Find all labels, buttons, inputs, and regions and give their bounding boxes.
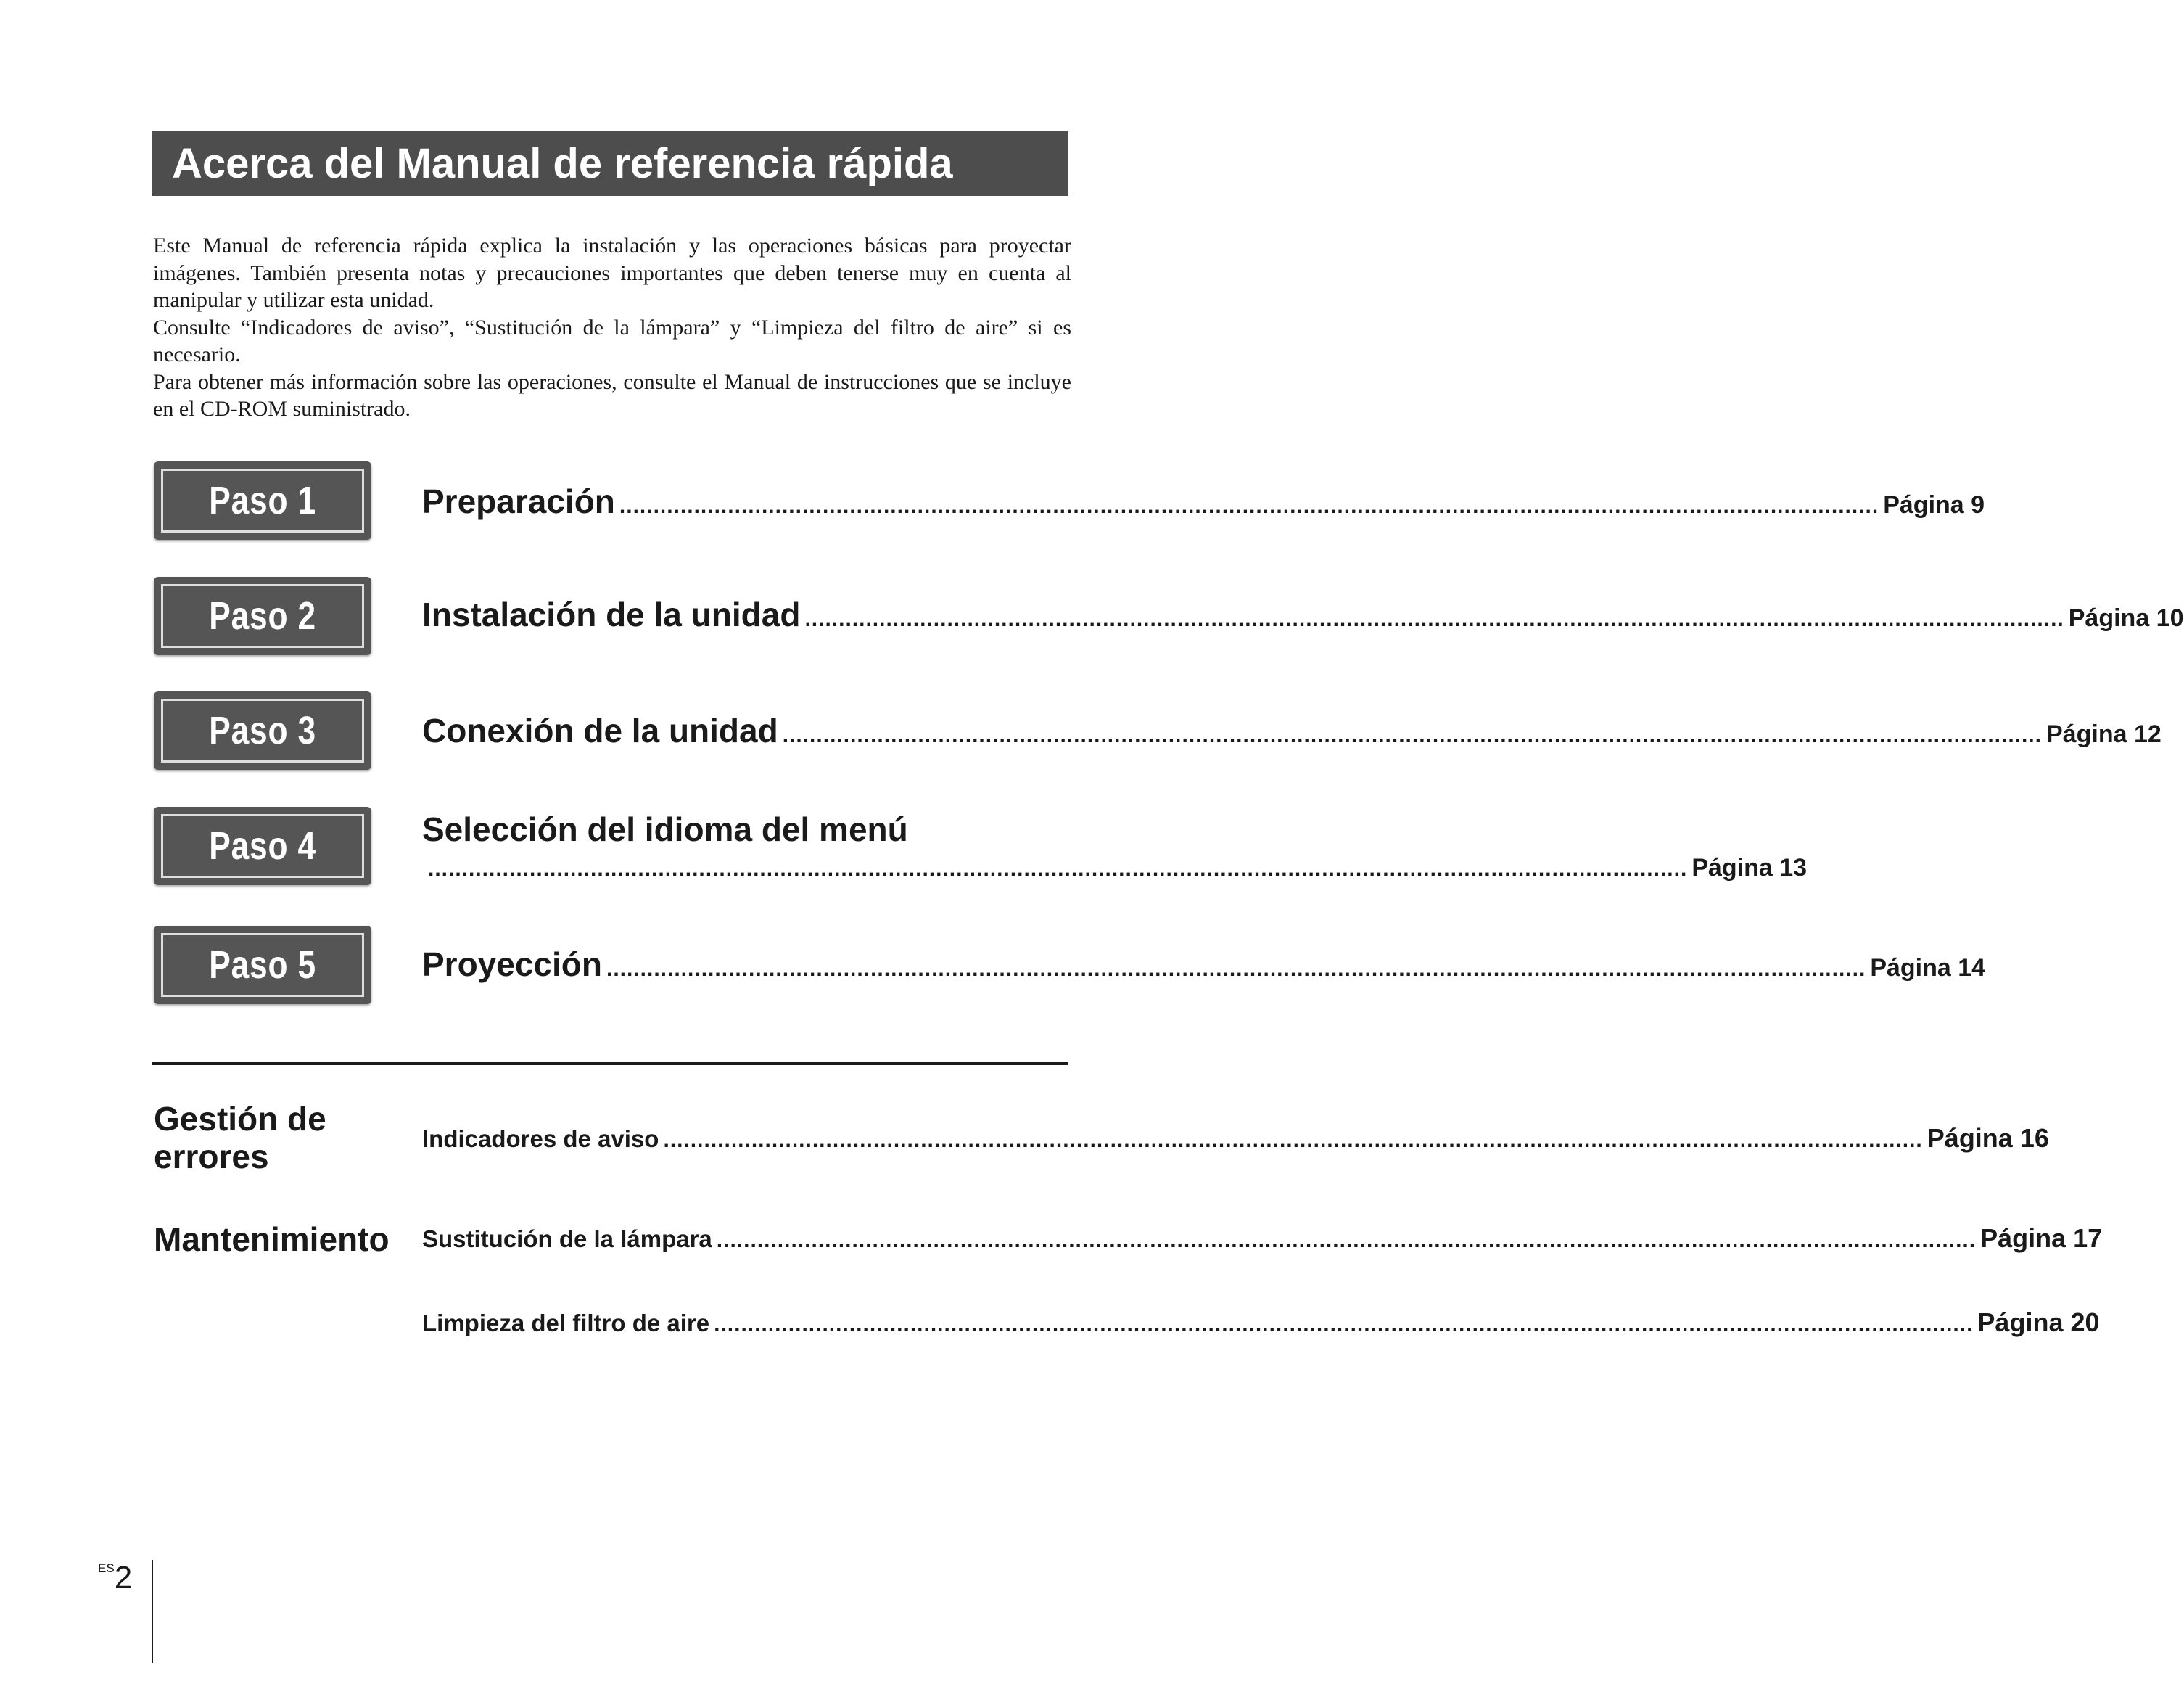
footer-vertical-rule	[152, 1560, 153, 1663]
toc-entry-step-1[interactable]	[422, 482, 1985, 521]
toc-entry-title: Proyección	[422, 945, 602, 983]
step-badge-1	[154, 461, 371, 540]
toc-entry-page: Página 13	[1691, 854, 1808, 882]
step-badge-3	[154, 691, 371, 770]
toc-entry-page: Página 9	[1883, 491, 1985, 519]
troubleshooting-heading: Gestión de errores	[154, 1100, 326, 1175]
toc-entry-air-filter-cleaning[interactable]	[422, 1307, 2100, 1338]
intro-paragraph-3: Para obtener más información sobre las operaciones, consulte el Manual de instrucciones que se incluye en el CD-ROM suministrado.	[153, 369, 1071, 421]
toc-entry-lamp-replacement[interactable]	[422, 1223, 2103, 1254]
step-badge-label: Paso 3	[209, 709, 316, 752]
leader-dots: ..........................................................................................................................................................................................	[716, 1228, 1977, 1252]
maintenance-heading: Mantenimiento	[154, 1220, 390, 1258]
toc-entry-title: Instalación de la unidad	[422, 596, 801, 633]
toc-entry-page: Página 12	[2046, 720, 2162, 748]
step-badge-2	[154, 577, 371, 655]
toc-entry-page: Página 16	[1927, 1123, 2049, 1153]
step-badge-label: Paso 5	[209, 943, 316, 987]
leader-dots: ..........................................................................................................................................................................................	[714, 1312, 1974, 1336]
leader-dots: ..........................................................................................................................................................................................	[606, 957, 1866, 981]
intro-text	[153, 232, 1071, 423]
step-badge-label: Paso 2	[209, 594, 316, 638]
toc-entry-title: Limpieza del filtro de aire	[422, 1310, 710, 1336]
toc-entry-title-step-4[interactable]: Selección del idioma del menú	[422, 810, 908, 848]
page-number	[98, 1560, 132, 1596]
step-badge-label: Paso 4	[209, 824, 316, 868]
toc-entry-title: Preparación	[422, 482, 615, 520]
toc-entry-warning-indicators[interactable]	[422, 1123, 2049, 1154]
page-title: Acerca del Manual de referencia rápida	[172, 140, 953, 187]
toc-entry-step-4[interactable]	[422, 854, 1808, 882]
toc-entry-step-3[interactable]	[422, 711, 2162, 750]
leader-dots: ..........................................................................................................................................................................................	[619, 494, 1879, 518]
step-badge-label: Paso 1	[209, 479, 316, 522]
leader-dots: ..........................................................................................................................................................................................	[782, 723, 2043, 747]
toc-entry-title: Indicadores de aviso	[422, 1125, 659, 1152]
intro-paragraph-1: Este Manual de referencia rápida explica la instalación y las operaciones básicas para proyectar imágenes. También presenta notas y precauciones importantes que deben tenerse muy en cuenta al manipular y utilizar esta unidad.	[153, 234, 1071, 312]
step-badge-5	[154, 926, 371, 1004]
step-badge-4	[154, 807, 371, 885]
leader-dots: ..........................................................................................................................................................................................	[804, 607, 2064, 631]
toc-entry-page: Página 14	[1870, 954, 1986, 982]
toc-entry-page: Página 20	[1977, 1307, 2100, 1337]
toc-entry-step-5[interactable]	[422, 945, 1986, 984]
leader-dots: ..........................................................................................................................................................................................	[663, 1128, 1923, 1152]
toc-entry-page: Página 10	[2068, 604, 2184, 632]
leader-dots: ..........................................................................................................................................................................................	[428, 857, 1688, 881]
toc-entry-title: Conexión de la unidad	[422, 712, 778, 749]
toc-entry-page: Página 17	[1980, 1223, 2103, 1253]
page-number-value: 2	[114, 1560, 133, 1595]
title-bar	[152, 131, 1068, 196]
toc-entry-step-2[interactable]	[422, 595, 2184, 634]
language-code: ES	[98, 1561, 115, 1575]
section-divider	[152, 1062, 1068, 1065]
intro-paragraph-2: Consulte “Indicadores de aviso”, “Sustitución de la lámpara” y “Limpieza del filtro de aire” si es necesario.	[153, 315, 1071, 366]
toc-entry-title: Sustitución de la lámpara	[422, 1225, 712, 1252]
